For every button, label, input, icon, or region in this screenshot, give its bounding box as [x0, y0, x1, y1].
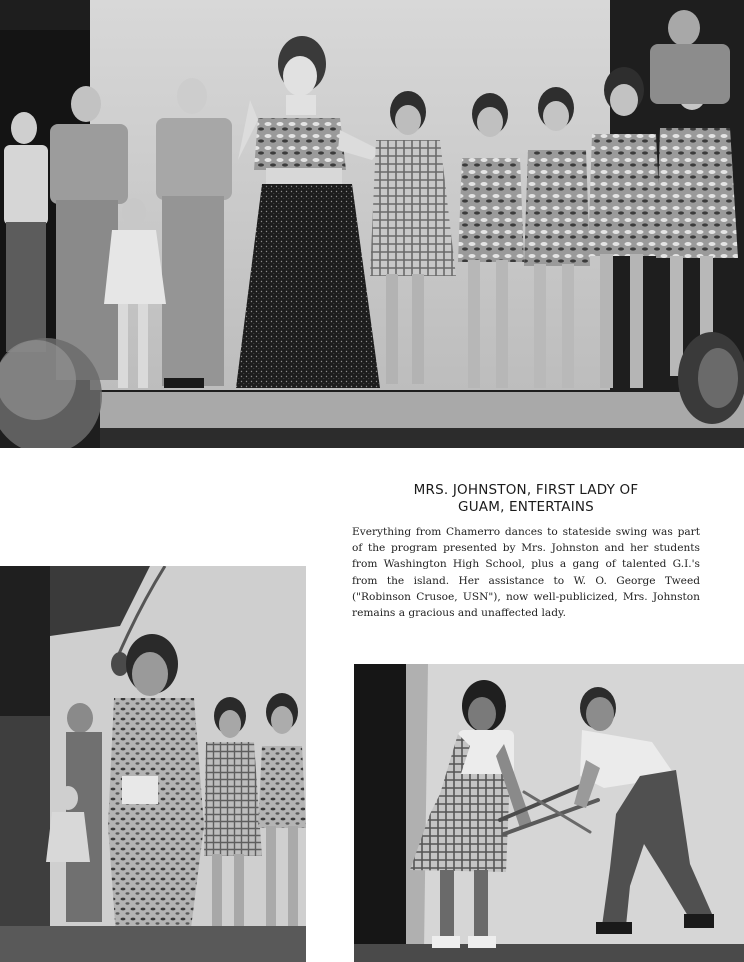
photo-bamboo-dance — [354, 664, 744, 962]
photo-woman-at-microphone-image — [0, 566, 306, 962]
article-caption — [352, 482, 700, 621]
photo-stage-performers-image — [0, 0, 744, 448]
photo-stage-performers — [0, 0, 744, 448]
photo-bamboo-dance-image — [354, 664, 744, 962]
article-headline — [352, 482, 700, 516]
photo-woman-at-microphone — [0, 566, 306, 962]
article-body: Everything from Chamerro dances to stateside swing was part of the program presented by Mrs. Johnston and her students from Washington High School, plus a gang of talented G.I.'s from the island. Her assistance to W. O. George Tweed ("Robinson Crusoe, USN"), now well-publicized, Mrs. Johnston remains a gracious and unaffected lady. — [352, 526, 700, 620]
article-headline-line-1: MRS. JOHNSTON, FIRST LADY OF — [413, 482, 639, 498]
article-headline-line-2: GUAM, ENTERTAINS — [458, 499, 594, 515]
